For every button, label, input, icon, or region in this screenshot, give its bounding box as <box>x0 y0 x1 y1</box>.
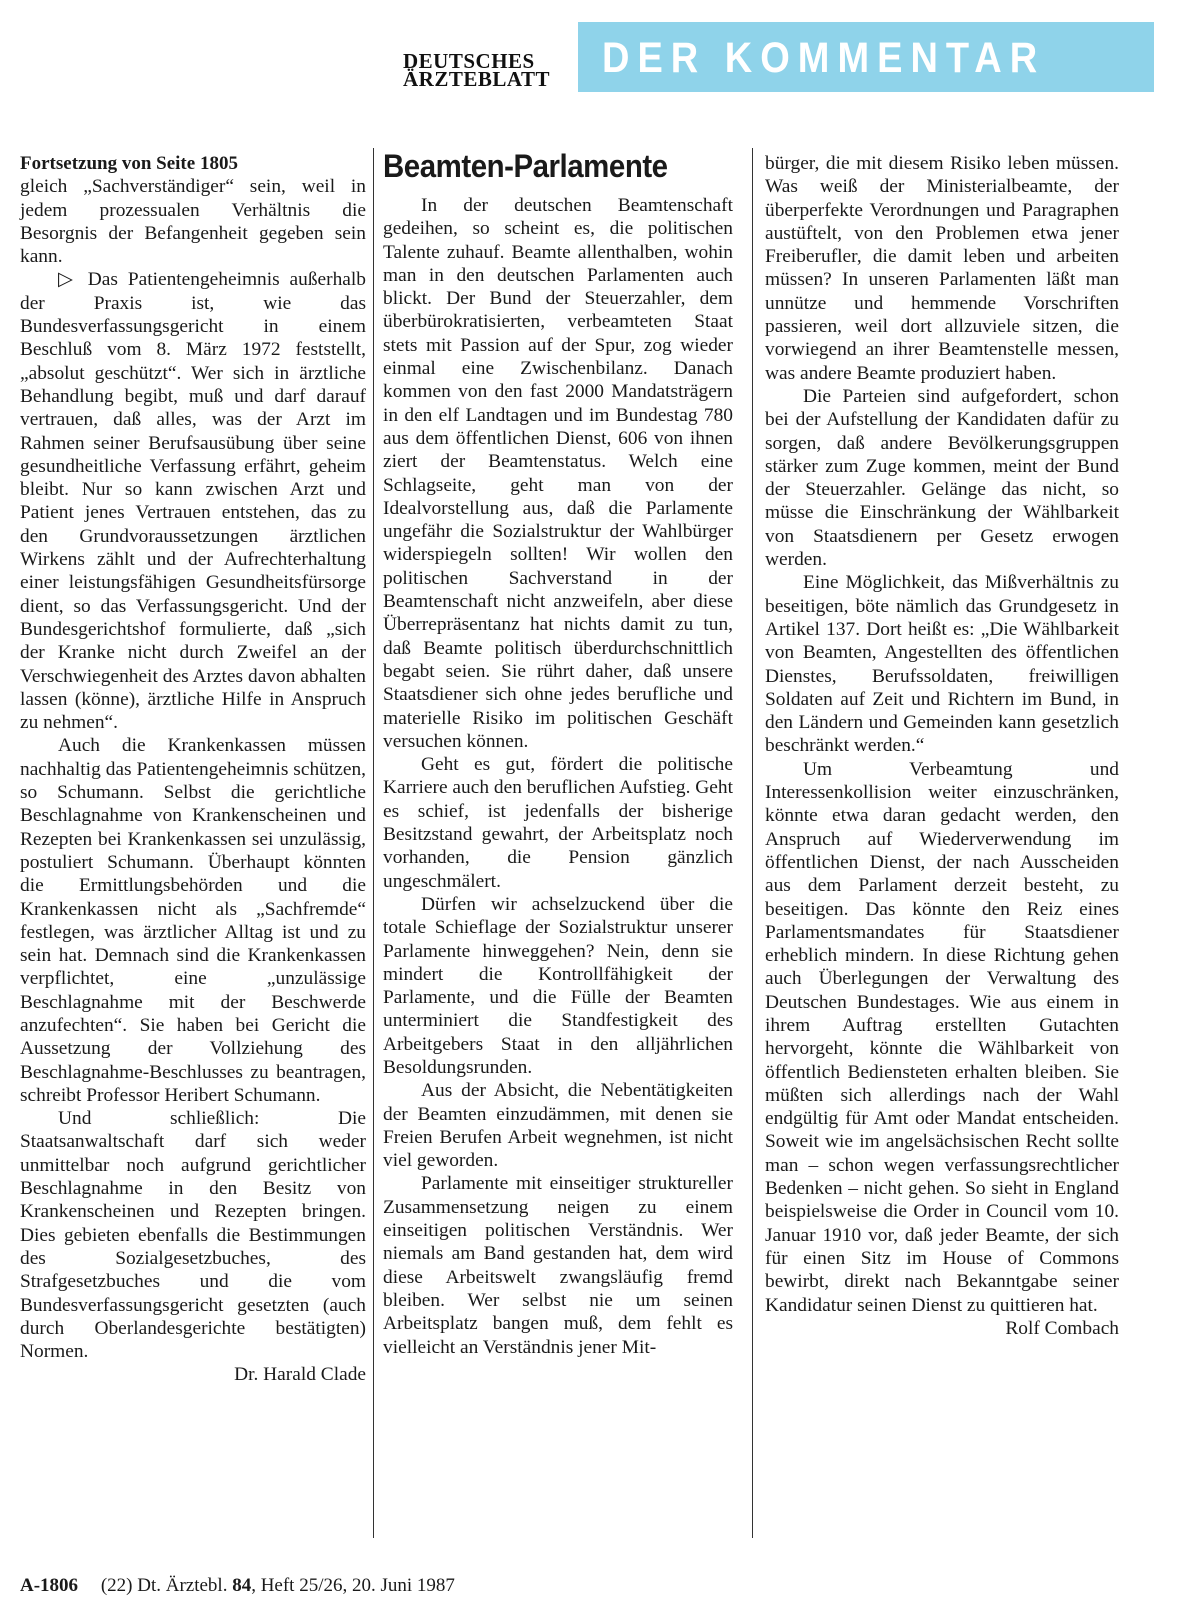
paragraph: Aus der Absicht, die Nebentätigkeiten der Beamten einzudämmen, mit denen sie Freien Berufen Arbeit wegnehmen, ist nicht viel geworden. <box>383 1080 733 1172</box>
paragraph: ▷ Das Patientengeheimnis außerhalb der Praxis ist, wie das Bundesverfassungsgericht in einem Beschluß vom 8. März 1972 feststellt, „absolut geschützt“. Wer sich in ärztliche Behandlung begibt, muß und darf darauf vertrauen, daß alles, was der Arzt im Rahmen seiner Berufsausübung über seine gesundheitliche Verfassung erfährt, geheim bleibt. Nur so kann zwischen Arzt und Patient jenes Vertrauen entstehen, das zu den Grundvoraussetzungen ärztlichen Wirkens zählt und der Aufrechterhaltung einer leistungsfähigen Gesundheitsfürsorge dient, so das Verfassungsgericht. Und der Bundesgerichtshof formulierte, daß „sich der Kranke nicht durch Zweifel an der Verschwiegenheit des Arztes davon abhalten lassen (könne), ärztliche Hilfe in Anspruch zu nehmen“. <box>20 269 366 734</box>
section-banner <box>578 22 1154 92</box>
continuation-note: Fortsetzung von Seite 1805 <box>20 153 238 174</box>
masthead <box>0 22 1178 92</box>
article-column-2 <box>383 148 733 1359</box>
article-headline: Beamten-Parlamente <box>383 148 668 184</box>
section-banner-title: DER KOMMENTAR <box>602 35 1046 83</box>
column-divider <box>752 148 753 1538</box>
paragraph: Dürfen wir achselzuckend über die totale Schieflage der Sozialstruktur unserer Parlamente hinweggehen? Nein, denn sie mindert die Kontrollfähigkeit der Parlamente, und die Fülle der Beamten unterminiert die Standfestigkeit des Arbeitgebers Staat in den alljährlichen Besoldungsrunden. <box>383 893 733 1078</box>
paragraph: Und schließlich: Die Staatsanwaltschaft darf sich weder unmittelbar noch aufgrund gerichtlicher Beschlagnahme in den Besitz von Krankenscheinen und Rezepten bringen. Dies gebieten ebenfalls die Bestimmungen des Sozialgesetzbuches, des Strafgesetzbuches und die vom Bundesverfassungsgericht gesetzten (auch durch Oberlandesgerichte bestätigten) Normen. <box>20 1108 366 1363</box>
paragraph: bürger, die mit diesem Risiko leben müssen. Was weiß der Ministerialbeamte, der überperfekte Verordnungen und Paragraphen austüftelt, von den Problemen etwa jener Freiberufler, die damit leben und arbeiten müssen? In unseren Parlamenten läßt man unnütze und hemmende Vorschriften passieren, weil dort allzuviele sitzen, die vorwiegend an ihrer Beamtenstelle messen, was andere Beamte produziert haben. <box>765 153 1119 384</box>
paragraph: Auch die Krankenkassen müssen nachhaltig das Patientengeheimnis schützen, so Schumann. Selbst die gerichtliche Beschlagnahme von Krankenscheinen und Rezepten bei Krankenkassen sei unzulässig, postuliert Schumann. Überhaupt könnten die Ermittlungsbehörden und die Krankenkassen nicht als „Sachfremde“ festlegen, was ärztlicher Alltag ist und zu sein hat. Demnach sind die Krankenkassen verpflichtet, eine „unzulässige Beschlagnahme mit der Beschwerde anzufechten“. Sie haben bei Gericht die Aussetzung der Vollziehung des Beschlagnahme-Beschlusses zu beantragen, schreibt Professor Heribert Schumann. <box>20 735 366 1106</box>
article-column-1 <box>20 152 366 1387</box>
page-footer <box>20 1575 455 1597</box>
paragraph: gleich „Sachverständiger“ sein, weil in jedem prozessualen Verhältnis die Besorgnis der Befangenheit gegeben sein kann. <box>20 176 366 268</box>
page-number: A-1806 <box>20 1575 79 1596</box>
paragraph: Eine Möglichkeit, das Mißverhältnis zu beseitigen, böte nämlich das Grundgesetz in Artikel 137. Dort heißt es: „Die Wählbarkeit von Beamten, Angestellten des öffentlichen Dienstes, Berufssoldaten, freiwilligen Soldaten auf Zeit und Richtern im Bund, in den Ländern und Gemeinden kann gesetzlich beschränkt werden.“ <box>765 572 1119 757</box>
paragraph: In der deutschen Beamtenschaft gedeihen, so scheint es, die politischen Talente zuhauf. Beamte allenthalben, wohin man in den deutschen Parlamenten auch blickt. Der Bund der Steuerzahler, dem überbürokratisierten, verbeamteten Staat stets mit Passion auf der Spur, zog wieder einmal eine Zwischenbilanz. Danach kommen von den fast 2000 Mandatsträgern in den elf Landtagen und im Bundestag 780 aus dem öffentlichen Dienst, 606 von ihnen ziert der Beamtenstatus. Welch eine Schlagseite, geht man von der Idealvorstellung aus, daß die Parlamente ungefähr die Sozialstruktur der Wahlbürger widerspiegeln sollten! Wir wollen den politischen Sachverstand in der Beamtenschaft nicht anzweifeln, aber diese Überrepräsentanz hat nichts damit zu tun, daß Beamte politisch überdurchschnittlich begabt seien. Sie rührt daher, daß unsere Staatsdiener sich ohne jedes berufliche und materielle Risiko im politischen Geschäft versuchen können. <box>383 195 733 752</box>
author-signature: Rolf Combach <box>1005 1317 1119 1339</box>
article-column-3 <box>765 152 1119 1340</box>
paragraph: Parlamente mit einseitiger struktureller Zusammensetzung neigen zu einem einseitigen politischen Verständnis. Wer niemals am Band gestanden hat, dem wird diese Arbeitswelt zwangsläufig fremd bleiben. Wer selbst nie um seinen Arbeitsplatz bangen muß, dem fehlt es vielleicht an Verständnis jener Mit- <box>383 1173 733 1358</box>
brand-line-1: DEUTSCHES <box>403 49 535 73</box>
brand-logo <box>403 49 550 91</box>
volume-number: 84 <box>232 1575 252 1596</box>
paragraph: Die Parteien sind aufgefordert, schon bei der Aufstellung der Kandidaten dafür zu sorgen, daß andere Bevölkerungsgruppen stärker zum Zuge kommen, meint der Bund der Steuerzahler. Gelänge das nicht, so müsse die Einschränkung der Wählbarkeit von Staatsdienern per Gesetz erwogen werden. <box>765 385 1119 571</box>
brand-line-2: ÄRZTEBLATT <box>403 67 550 91</box>
author-signature: Dr. Harald Clade <box>234 1364 366 1386</box>
issue-prefix: (22) Dt. Ärztebl. <box>100 1575 228 1596</box>
paragraph: Geht es gut, fördert die politische Karriere auch den beruflichen Aufstieg. Geht es schief, ist jedenfalls der bisherige Besitzstand gewahrt, der Arbeitsplatz noch vorhanden, die Pension gänzlich ungeschmälert. <box>383 754 733 892</box>
column-divider <box>373 148 374 1538</box>
paragraph: Um Verbeamtung und Interessenkollision weiter einzuschränken, könnte etwa daran gedacht werden, den Anspruch auf Wiederverwendung im öffentlichen Dienst, der nach Ausscheiden aus dem Parlament derzeit besteht, zu beseitigen. Das könnte den Reiz eines Parlamentsmandates für Staatsdiener erheblich mindern. In diese Richtung gehen auch Überlegungen der Verwaltung des Deutschen Bundestages. Wie aus einem in ihrem Auftrag erstellten Gutachten hervorgeht, könnte die Wählbarkeit von öffentlich Bediensteten erhalten bleiben. Sie müßten sich allerdings nach der Wahl endgültig für Amt oder Mandat entscheiden. Soweit wie im angelsächsischen Recht sollte man – schon wegen verfassungsrechtlicher Bedenken – nicht gehen. So sieht in England beispielsweise die Order in Council vom 10. Januar 1910 vor, daß jeder Beamte, der sich für einen Sitz im House of Commons bewirbt, direkt nach Bekanntgabe seiner Kandidatur seinen Dienst zu quittieren hat. <box>765 758 1119 1316</box>
issue-suffix: , Heft 25/26, 20. Juni 1987 <box>251 1575 455 1596</box>
